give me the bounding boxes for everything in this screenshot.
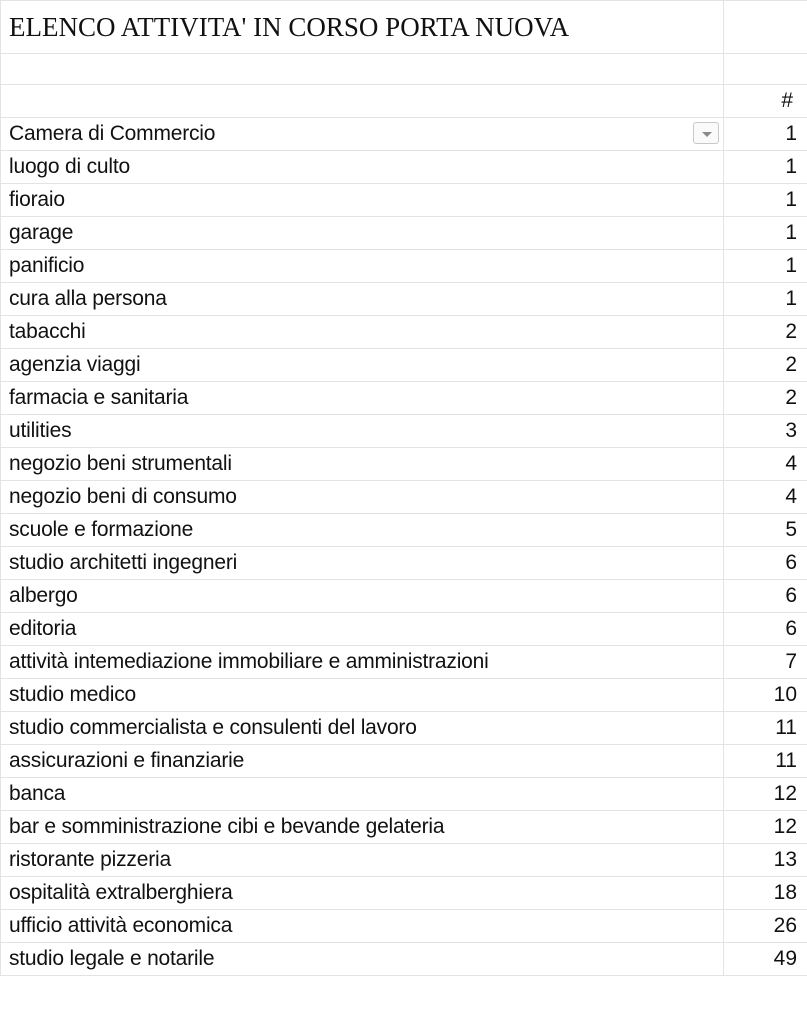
table-row — [1, 712, 807, 745]
header-row — [1, 85, 807, 118]
activity-count-cell[interactable]: 4 — [724, 481, 807, 514]
activity-name-cell[interactable] — [1, 382, 724, 415]
activity-name-cell[interactable] — [1, 646, 724, 679]
activity-name: studio architetti ingegneri — [9, 551, 238, 574]
table-row — [1, 151, 807, 184]
activity-name: studio legale e notarile — [9, 947, 215, 970]
activity-name: ristorante pizzeria — [9, 848, 171, 871]
activity-name-cell[interactable] — [1, 811, 724, 844]
activity-count-cell[interactable]: 12 — [724, 778, 807, 811]
table-row — [1, 118, 807, 151]
activity-name: attività intemediazione immobiliare e amministrazioni — [9, 650, 489, 673]
activity-name-cell[interactable] — [1, 283, 724, 316]
activity-name: bar e somministrazione cibi e bevande gelateria — [9, 815, 445, 838]
table-row — [1, 745, 807, 778]
activity-name: negozio beni di consumo — [9, 485, 237, 508]
table-row — [1, 646, 807, 679]
table-row — [1, 844, 807, 877]
table-row — [1, 514, 807, 547]
activity-name-cell[interactable] — [1, 151, 724, 184]
activity-name-cell[interactable] — [1, 943, 724, 976]
activity-name-cell[interactable] — [1, 877, 724, 910]
blank-row — [1, 54, 807, 85]
table-row — [1, 283, 807, 316]
activity-name: banca — [9, 782, 66, 805]
table-row — [1, 382, 807, 415]
activity-name: negozio beni strumentali — [9, 452, 232, 475]
activity-name: farmacia e sanitaria — [9, 386, 189, 409]
activity-name-cell[interactable] — [1, 778, 724, 811]
empty-cell[interactable] — [724, 1, 807, 54]
activity-count-cell[interactable]: 11 — [724, 712, 807, 745]
count-column-header[interactable]: # — [724, 85, 807, 118]
activity-count-cell[interactable]: 1 — [724, 118, 807, 151]
table-row — [1, 580, 807, 613]
activity-name: agenzia viaggi — [9, 353, 141, 376]
empty-cell[interactable] — [1, 54, 724, 85]
table-row — [1, 316, 807, 349]
activity-name-cell[interactable] — [1, 415, 724, 448]
table-row — [1, 679, 807, 712]
table-row — [1, 184, 807, 217]
activity-count-cell[interactable]: 1 — [724, 151, 807, 184]
activity-name-cell[interactable] — [1, 316, 724, 349]
activity-name: tabacchi — [9, 320, 86, 343]
title-row — [1, 1, 807, 54]
empty-cell[interactable] — [1, 85, 724, 118]
activity-name: assicurazioni e finanziarie — [9, 749, 245, 772]
sheet-title[interactable]: ELENCO ATTIVITA' IN CORSO PORTA NUOVA — [1, 1, 724, 54]
activity-count-cell[interactable]: 6 — [724, 547, 807, 580]
table-row — [1, 481, 807, 514]
table-row — [1, 217, 807, 250]
table-row — [1, 811, 807, 844]
activity-count-cell[interactable]: 6 — [724, 580, 807, 613]
activity-count-cell[interactable]: 1 — [724, 250, 807, 283]
activity-name-cell[interactable] — [1, 580, 724, 613]
activity-name: fioraio — [9, 188, 65, 211]
table-row — [1, 448, 807, 481]
table-row — [1, 877, 807, 910]
activity-count-cell[interactable]: 18 — [724, 877, 807, 910]
activity-count-cell[interactable]: 11 — [724, 745, 807, 778]
table-row — [1, 778, 807, 811]
activity-count-cell[interactable]: 5 — [724, 514, 807, 547]
activity-name-cell[interactable] — [1, 514, 724, 547]
activity-name-cell[interactable] — [1, 679, 724, 712]
activity-name: editoria — [9, 617, 77, 640]
activity-name-cell[interactable] — [1, 118, 724, 151]
spreadsheet-body — [1, 1, 807, 976]
activity-name-cell[interactable] — [1, 481, 724, 514]
activity-count-cell[interactable]: 13 — [724, 844, 807, 877]
activity-name: ospitalità extralberghiera — [9, 881, 233, 904]
activity-count-cell[interactable]: 2 — [724, 316, 807, 349]
activity-count-cell[interactable]: 3 — [724, 415, 807, 448]
activity-count-cell[interactable]: 1 — [724, 184, 807, 217]
activity-name-cell[interactable] — [1, 217, 724, 250]
activity-name-cell[interactable] — [1, 712, 724, 745]
activity-name-cell[interactable] — [1, 910, 724, 943]
activity-name-cell[interactable] — [1, 547, 724, 580]
activity-name-cell[interactable] — [1, 250, 724, 283]
activity-count-cell[interactable]: 1 — [724, 217, 807, 250]
activity-count-cell[interactable]: 12 — [724, 811, 807, 844]
activity-name-cell[interactable] — [1, 448, 724, 481]
activity-name: utilities — [9, 419, 72, 442]
table-row — [1, 250, 807, 283]
activity-count-cell[interactable]: 10 — [724, 679, 807, 712]
activity-name: Camera di Commercio — [9, 122, 216, 145]
activity-count-cell[interactable]: 4 — [724, 448, 807, 481]
filter-dropdown-icon[interactable] — [693, 122, 719, 144]
activity-name: scuole e formazione — [9, 518, 194, 541]
table-row — [1, 613, 807, 646]
activity-name-cell[interactable] — [1, 745, 724, 778]
activity-name: albergo — [9, 584, 78, 607]
table-row — [1, 349, 807, 382]
empty-cell[interactable] — [724, 54, 807, 85]
activity-name: studio commercialista e consulenti del lavoro — [9, 716, 417, 739]
activity-count-cell[interactable]: 7 — [724, 646, 807, 679]
activity-name-cell[interactable] — [1, 349, 724, 382]
activity-count-cell[interactable]: 26 — [724, 910, 807, 943]
table-row — [1, 910, 807, 943]
activity-count-cell[interactable]: 2 — [724, 382, 807, 415]
activity-name: studio medico — [9, 683, 136, 706]
activity-name-cell[interactable] — [1, 844, 724, 877]
table-row — [1, 943, 807, 976]
activity-count-cell[interactable]: 1 — [724, 283, 807, 316]
activity-name-cell[interactable] — [1, 184, 724, 217]
activity-name: panificio — [9, 254, 85, 277]
activity-count-cell[interactable]: 49 — [724, 943, 807, 976]
activity-name-cell[interactable] — [1, 613, 724, 646]
activity-count-cell[interactable]: 2 — [724, 349, 807, 382]
activity-name: ufficio attività economica — [9, 914, 233, 937]
activity-count-cell[interactable]: 6 — [724, 613, 807, 646]
activity-name: garage — [9, 221, 74, 244]
activity-name: luogo di culto — [9, 155, 130, 178]
activity-name: cura alla persona — [9, 287, 167, 310]
table-row — [1, 415, 807, 448]
table-row — [1, 547, 807, 580]
